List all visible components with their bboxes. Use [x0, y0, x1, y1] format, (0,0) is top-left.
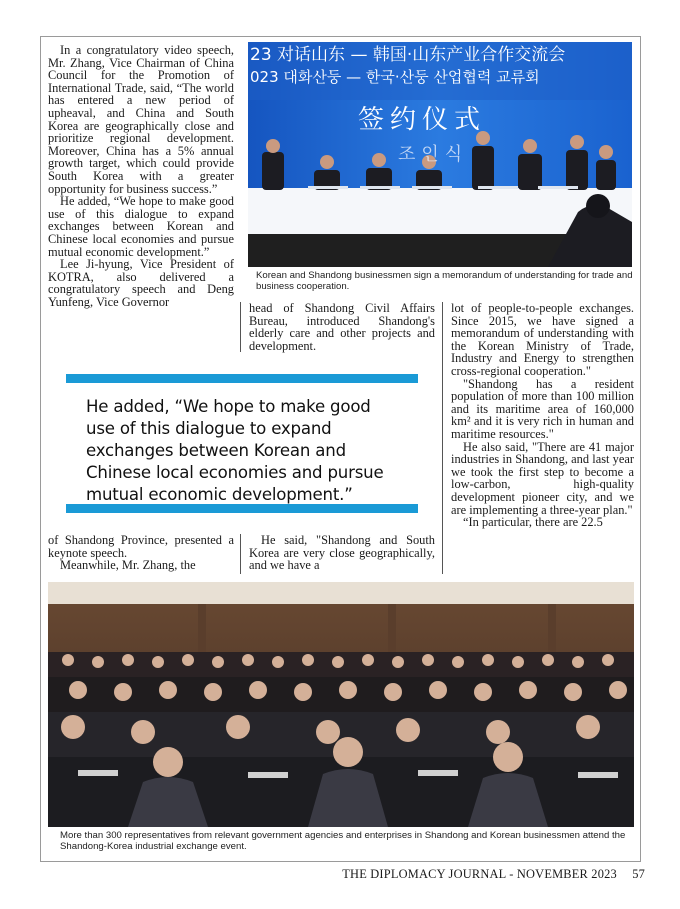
pull-quote-text: He added, “We hope to make good use of this dialogue to expand exchanges between Korean and Chinese local economies and pursue mutual economic development.”	[86, 397, 384, 504]
paragraph: He said, "Shandong and South Korea are very close geographically, and we have a	[249, 533, 435, 573]
paragraph: “In particular, there are 22.5	[463, 515, 603, 530]
signing-ceremony-photo	[248, 42, 632, 267]
audience-photo	[48, 582, 634, 827]
paragraph: Meanwhile, Mr. Zhang, the	[60, 558, 196, 573]
article-column-2-top	[249, 302, 435, 352]
article-column-2-bottom	[249, 534, 435, 572]
bottom-photo-caption: More than 300 representatives from relevant government agencies and enterprises in Shandong and Korean businessmen attend the Shandong-Korea industrial exchange event.	[60, 830, 626, 852]
paragraph: lot of people-to-people exchanges. Since 2015, we have signed a memorandum of understanding with the Korean Ministry of Trade, Industry and Energy to strengthen cross-regional cooperation."	[451, 301, 634, 378]
column-divider	[240, 302, 241, 352]
publication-name: THE DIPLOMACY JOURNAL - NOVEMBER 2023	[342, 867, 617, 881]
paragraph: He also said, "There are 41 major industries in Shandong, and last year we took the first step to become a low-carbon, high-quality development pioneer city, and we are implementing a three-year plan."	[451, 439, 634, 517]
top-photo-caption: Korean and Shandong businessmen sign a memorandum of understanding for trade and business cooperation.	[256, 270, 633, 292]
pull-quote-top-bar	[66, 374, 418, 383]
pull-quote	[66, 372, 418, 514]
paragraph: of Shandong Province, presented a keynote speech.	[48, 533, 234, 560]
banner-line-2: 023 대화산둥 — 한국·산둥 산업협력 교류회	[250, 68, 540, 86]
banner-title: 签约仪式	[358, 105, 487, 135]
banner-line-1: 23 对话山东 — 韩国·山东产业合作交流会	[250, 45, 566, 65]
article-column-1-bottom	[48, 534, 234, 572]
column-divider	[442, 302, 443, 574]
paragraph: Lee Ji-hyung, Vice President of KOTRA, also delivered a congratulatory speech and Deng Yunfeng, Vice Governor	[48, 257, 234, 309]
pull-quote-bottom-bar	[66, 504, 418, 513]
banner-subtitle: 조인식	[398, 144, 469, 165]
article-column-3	[451, 302, 634, 529]
page-number: 57	[632, 867, 645, 881]
article-column-1-top	[48, 44, 234, 308]
page-footer	[300, 867, 645, 882]
column-divider	[240, 534, 241, 574]
paragraph: He added, “We hope to make good use of this dialogue to expand exchanges between Korean and Chinese local economies and pursue mutual economic development.”	[48, 194, 234, 259]
paragraph: head of Shandong Civil Affairs Bureau, introduced Shandong's elderly care and other projects and development.	[249, 301, 435, 353]
paragraph: In a congratulatory video speech, Mr. Zhang, Vice Chairman of China Council for the Promotion of International Trade, said, “The world has entered a new period of upheaval, and China and South Korea are geographically close and prioritize regional development. Moreover, China has a 5% annual growth target, which could provide South Korea with a greater opportunity for business success.”	[48, 43, 234, 196]
paragraph: "Shandong has a resident population of more than 100 million and its maritime area of 160,000 km² and it is very rich in human and maritime resources."	[451, 376, 634, 441]
